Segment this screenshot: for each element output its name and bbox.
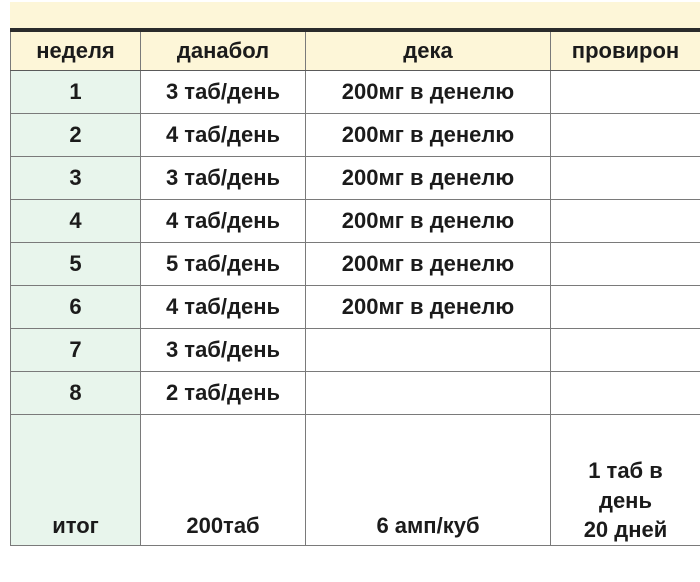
cell-total-label: итог xyxy=(11,415,141,546)
cell-week: 1 xyxy=(11,71,141,114)
cell-week: 4 xyxy=(11,200,141,243)
cell-week: 5 xyxy=(11,243,141,286)
column-header-danabol: данабол xyxy=(141,31,306,71)
cell-proviron xyxy=(551,114,700,157)
cell-total-proviron xyxy=(551,415,700,546)
cell-proviron xyxy=(551,243,700,286)
cell-total-proviron-line2: день xyxy=(598,487,652,513)
cell-danabol: 4 таб/день xyxy=(141,200,306,243)
cell-danabol: 3 таб/день xyxy=(141,71,306,114)
table-header-row xyxy=(11,31,700,71)
column-header-proviron: провирон xyxy=(551,31,700,71)
cell-week: 6 xyxy=(11,286,141,329)
cell-danabol: 4 таб/день xyxy=(141,114,306,157)
cell-deka xyxy=(306,372,551,415)
cell-danabol: 2 таб/день xyxy=(141,372,306,415)
cell-deka: 200мг в денелю xyxy=(306,200,551,243)
cell-proviron xyxy=(551,372,700,415)
cell-danabol: 3 таб/день xyxy=(141,157,306,200)
cell-danabol: 5 таб/день xyxy=(141,243,306,286)
column-header-week: неделя xyxy=(11,31,141,71)
cell-week: 8 xyxy=(11,372,141,415)
cell-deka: 200мг в денелю xyxy=(306,157,551,200)
cell-proviron xyxy=(551,71,700,114)
title-strip xyxy=(0,0,700,30)
cell-proviron xyxy=(551,286,700,329)
column-header-deka: дека xyxy=(306,31,551,71)
cell-danabol: 3 таб/день xyxy=(141,329,306,372)
table-row xyxy=(11,200,700,243)
table-total-row xyxy=(11,415,700,546)
cell-week: 7 xyxy=(11,329,141,372)
cell-deka: 200мг в денелю xyxy=(306,71,551,114)
cell-proviron xyxy=(551,329,700,372)
title-strip-fill xyxy=(10,2,700,30)
cell-total-deka: 6 амп/куб xyxy=(306,415,551,546)
cell-week: 3 xyxy=(11,157,141,200)
table-row xyxy=(11,157,700,200)
cell-week: 2 xyxy=(11,114,141,157)
table-row xyxy=(11,286,700,329)
table-row xyxy=(11,329,700,372)
cell-danabol: 4 таб/день xyxy=(141,286,306,329)
cycle-table xyxy=(10,30,700,546)
cell-deka: 200мг в денелю xyxy=(306,243,551,286)
cell-deka: 200мг в денелю xyxy=(306,114,551,157)
cell-total-proviron-line1: 1 таб в xyxy=(588,457,663,483)
cell-proviron xyxy=(551,157,700,200)
table-row xyxy=(11,243,700,286)
cell-total-proviron-line3: 20 дней xyxy=(583,517,668,543)
cell-proviron xyxy=(551,200,700,243)
table-row xyxy=(11,372,700,415)
table-row xyxy=(11,71,700,114)
cell-total-danabol: 200таб xyxy=(141,415,306,546)
cell-deka: 200мг в денелю xyxy=(306,286,551,329)
table-row xyxy=(11,114,700,157)
cell-deka xyxy=(306,329,551,372)
